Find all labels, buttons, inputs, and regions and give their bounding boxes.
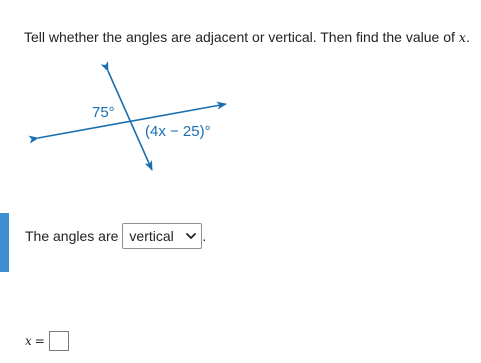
answer-lead-text: The angles are: [25, 228, 119, 244]
angle-label-expression: (4x − 25)°: [145, 123, 211, 140]
angle-type-selected-value: vertical: [129, 228, 174, 244]
angle-label-75: 75°: [92, 104, 115, 121]
angle-type-select[interactable]: [122, 223, 202, 249]
solve-variable: x: [25, 334, 32, 348]
solve-equals: =: [34, 334, 45, 348]
x-value-input[interactable]: [49, 331, 69, 351]
side-marker-bar: [0, 213, 9, 272]
question-variable: x: [458, 31, 467, 46]
answer-trail-period: .: [202, 228, 207, 244]
answer-row: [25, 222, 206, 250]
solve-row: [25, 330, 69, 352]
question-period: .: [466, 29, 471, 45]
chevron-down-icon: [185, 230, 197, 242]
question-prompt: Tell whether the angles are adjacent or vertical. Then find the value of: [24, 29, 459, 45]
